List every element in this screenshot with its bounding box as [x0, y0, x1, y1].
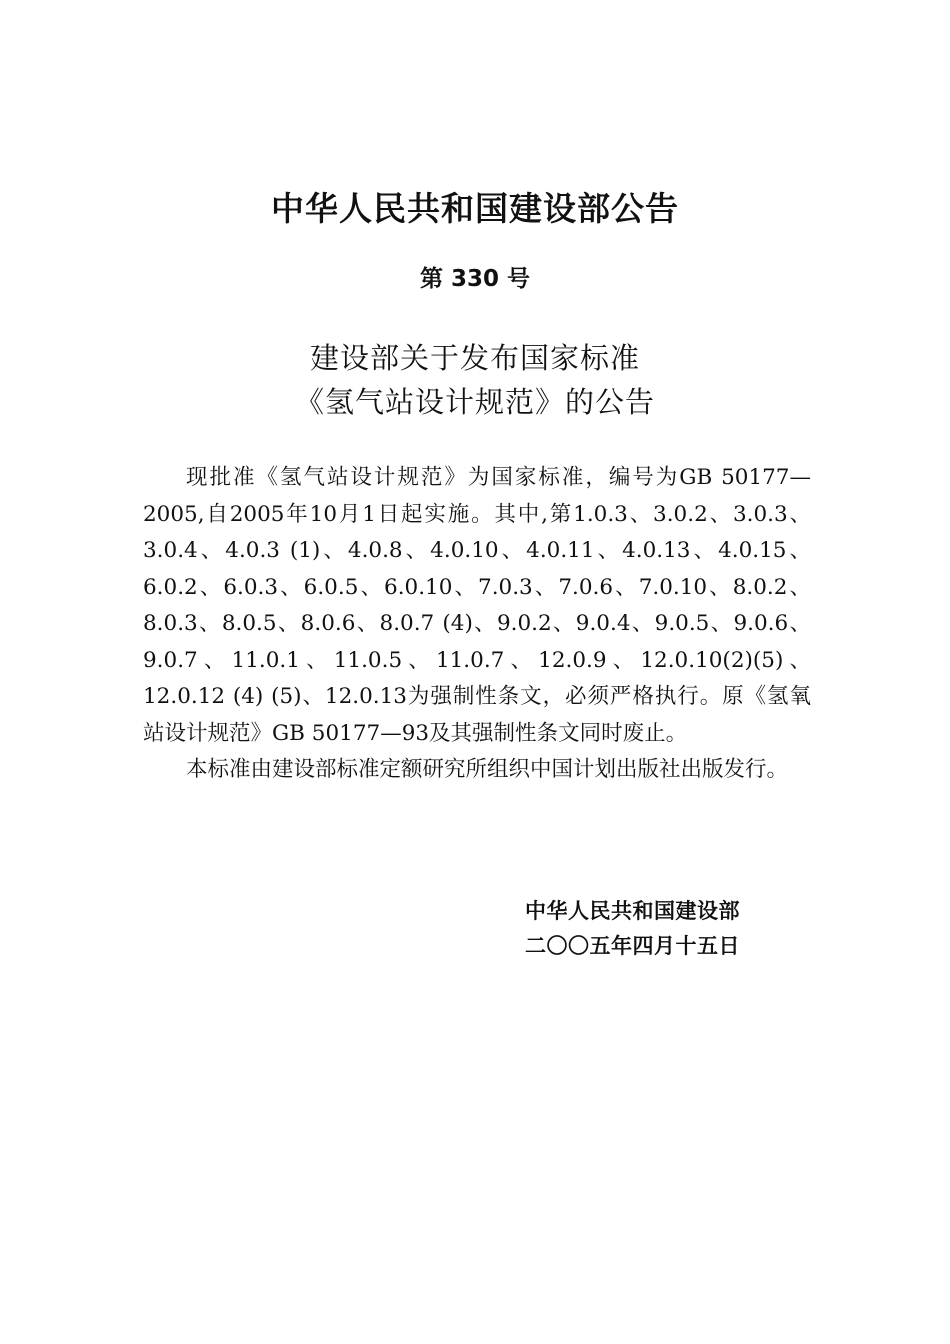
signature-date: 二〇〇五年四月十五日	[525, 934, 740, 958]
announcement-number: 第 330 号	[419, 266, 531, 292]
subtitle-line-1: 建设部关于发布国家标准	[309, 341, 640, 375]
body-paragraph-1: 现批准《氢气站设计规范》为国家标准，编号为GB 50177—2005,自2005年10月1日起实施。其中,第1.0.3、3.0.2、3.0.3、3.0.4、4.0.3 (1)、4.0.8、4.0.10、4.0.11、4.0.13、4.0.15、6.0.2、6.0.3、6.0.5、6.0.10、7.0.3、7.0.6、7.0.10、8.0.2、8.0.3、8.0.5、8.0.6、8.0.7 (4)、9.0.2、9.0.4、9.0.5、9.0.6、9.0.7、11.0.1、11.0.5、11.0.7、12.0.9、12.0.10(2)(5)、12.0.12 (4) (5)、12.0.13为强制性条文，必须严格执行。原《氢氧站设计规范》GB 50177—93及其强制性条文同时废止。	[143, 465, 811, 746]
subtitle-line-2: 《氢气站设计规范》的公告	[294, 385, 655, 419]
announcement-title: 中华人民共和国建设部公告	[271, 189, 679, 228]
body-paragraph-2: 本标准由建设部标准定额研究所组织中国计划出版社出版发行。	[186, 757, 789, 782]
announcement-body	[143, 460, 811, 789]
signatory: 中华人民共和国建设部	[525, 899, 740, 923]
